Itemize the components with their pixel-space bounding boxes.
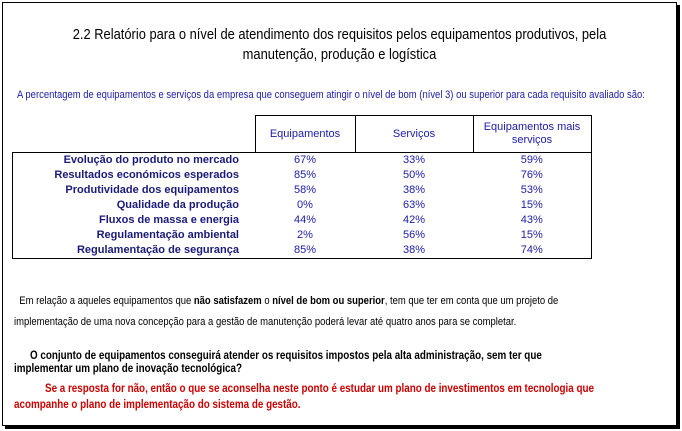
table-row <box>13 153 592 169</box>
cell-equipamentos: 2% <box>297 229 313 241</box>
cell-total: 15% <box>473 228 591 243</box>
table-row <box>13 213 592 228</box>
row-label: Produtividade dos equipamentos <box>13 183 256 198</box>
cell-total: 53% <box>473 183 591 198</box>
intro-text: A percentagem de equipamentos e serviços da empresa que conseguem atingir o nível de bom (nível 3) ou superior para cada requisito avaliado são: <box>17 89 645 101</box>
cell-equipamentos: 58% <box>293 184 317 196</box>
cell-servicos: 33% <box>355 153 473 169</box>
row-label: Resultados económicos esperados <box>13 168 256 183</box>
answer-line2: acompanhe o plano de implementação do sistema de gestão. <box>14 397 301 411</box>
cell-servicos: 56% <box>402 229 426 241</box>
cell-equipamentos: 44% <box>293 214 317 226</box>
requirements-table <box>12 115 592 259</box>
table-row <box>13 183 592 198</box>
cell-equipamentos: 0% <box>297 199 313 211</box>
row-label: Evolução do produto no mercado <box>13 153 256 169</box>
para-post: , tem que ter em conta que um projeto de <box>384 295 559 307</box>
question-line1: O conjunto de equipamentos conseguirá atender os requisitos impostos pela alta administração, sem ter que <box>30 348 542 362</box>
answer-line1: Se a resposta for não, então o que se aconselha neste ponto é estudar um plano de investimentos em tecnologia que <box>45 381 594 395</box>
cell-total: 43% <box>473 213 591 228</box>
para-mid: o <box>261 295 273 307</box>
cell-total: 74% <box>473 243 591 259</box>
table-row <box>13 228 592 243</box>
cell-servicos: 38% <box>355 243 473 259</box>
report-title-line2: manutenção, produção e logística <box>242 46 437 63</box>
para-pre: Em relação a aqueles equipamentos que <box>19 295 194 307</box>
cell-equipamentos: 67% <box>255 153 355 169</box>
para-bold-nao-satisfazem: não satisfazem <box>193 295 262 307</box>
cell-servicos: 50% <box>402 169 426 181</box>
cell-total: 59% <box>473 153 591 169</box>
header-equipamentos: Equipamentos <box>255 116 355 153</box>
row-label: Regulamentação ambiental <box>13 228 256 243</box>
question-line2: implementar um plano de inovação tecnológica? <box>14 361 243 375</box>
paragraph-line2: implementação de uma nova concepção para a gestão de manutenção poderá levar até quatro anos para se completar. <box>14 316 517 328</box>
row-label: Qualidade da produção <box>13 198 256 213</box>
para-bold-nivel: nível de bom ou superior <box>272 295 385 307</box>
table-row <box>13 168 592 183</box>
cell-servicos: 38% <box>402 184 426 196</box>
paragraph-line1 <box>14 290 558 312</box>
row-label: Fluxos de massa e energia <box>13 213 256 228</box>
cell-servicos: 42% <box>402 214 426 226</box>
header-servicos: Serviços <box>355 116 473 153</box>
table-header-row <box>13 116 592 153</box>
table-row <box>13 243 592 259</box>
header-blank <box>13 116 256 153</box>
cell-equipamentos: 85% <box>293 169 317 181</box>
cell-equipamentos: 85% <box>255 243 355 259</box>
report-title-line1: 2.2 Relatório para o nível de atendimento dos requisitos pelos equipamentos produtivos, pela <box>72 26 607 43</box>
row-label: Regulamentação de segurança <box>13 243 256 259</box>
header-equip-mais-servicos: Equipamentos mais serviços <box>473 116 591 153</box>
cell-total: 76% <box>473 168 591 183</box>
cell-servicos: 63% <box>402 199 426 211</box>
table-row <box>13 198 592 213</box>
cell-total: 15% <box>473 198 591 213</box>
